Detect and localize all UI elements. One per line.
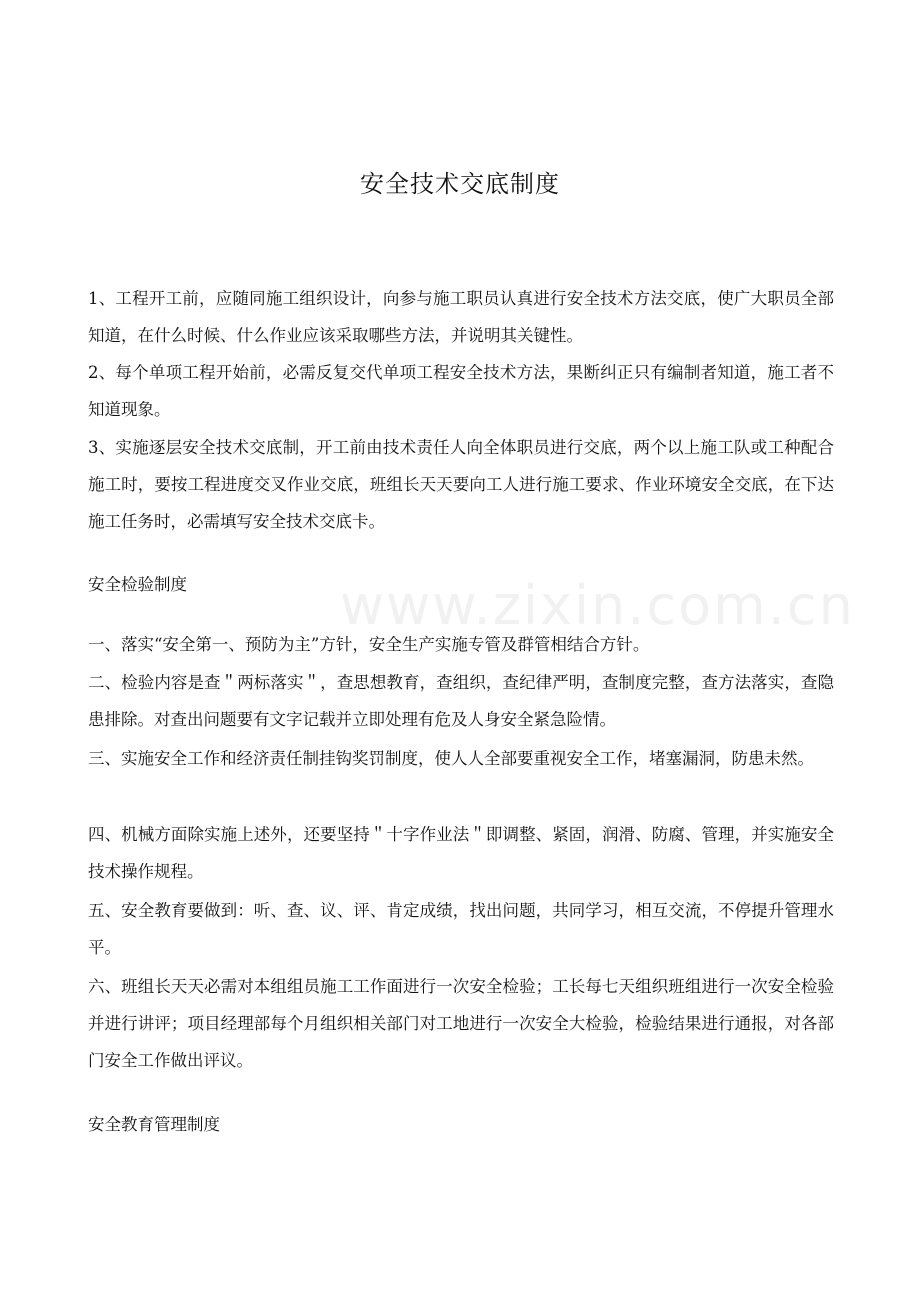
inspection-item-5: 五、安全教育要做到：听、查、议、评、肯定成绩，找出问题，共同学习，相互交流，不停提升管理水平。	[88, 901, 834, 957]
section-heading-inspection: 安全检验制度	[88, 575, 187, 594]
paragraph-3: 3、实施逐层安全技术交底制，开工前由技术责任人向全体职员进行交底，两个以上施工队或工种配合施工时，要按工程进度交叉作业交底，班组长天天要向工人进行施工要求、作业环境安全交底，在下达施工任务时，必需填写安全技术交底卡。	[88, 438, 834, 531]
section-heading-education: 安全教育管理制度	[88, 1115, 220, 1134]
inspection-item-3: 三、实施安全工作和经济责任制挂钩奖罚制度，使人人全部要重视安全工作，堵塞漏洞，防患未然。	[88, 749, 814, 768]
inspection-item-1: 一、落实“安全第一、预防为主”方针，安全生产实施专管及群管相结合方针。	[88, 635, 650, 654]
paragraph-1: 1、工程开工前，应随同施工组织设计，向参与施工职员认真进行安全技术方法交底，使广大职员全部知道，在什么时候、什么作业应该采取哪些方法，并说明其关键性。	[88, 289, 834, 345]
inspection-item-6: 六、班组长天天必需对本组组员施工工作面进行一次安全检验；工长每七天组织班组进行一次安全检验并进行讲评；项目经理部每个月组织相关部门对工地进行一次安全大检验，检验结果进行通报，对各部门安全工作做出评议。	[88, 977, 834, 1070]
inspection-item-2: 二、检验内容是查＂两标落实＂，查思想教育，查组织，查纪律严明，查制度完整，查方法落实，查隐患排除。对查出问题要有文字记载并立即处理有危及人身安全紧急险情。	[88, 673, 834, 729]
inspection-item-4: 四、机械方面除实施上述外，还要坚持＂十字作业法＂即调整、紧固，润滑、防腐、管理，并实施安全技术操作规程。	[88, 825, 834, 881]
document-title: 安全技术交底制度	[360, 170, 560, 198]
paragraph-2: 2、每个单项工程开始前，必需反复交代单项工程安全技术方法，果断纠正只有编制者知道，施工者不知道现象。	[88, 363, 834, 419]
watermark: www.zixin.com.cn	[340, 574, 855, 637]
